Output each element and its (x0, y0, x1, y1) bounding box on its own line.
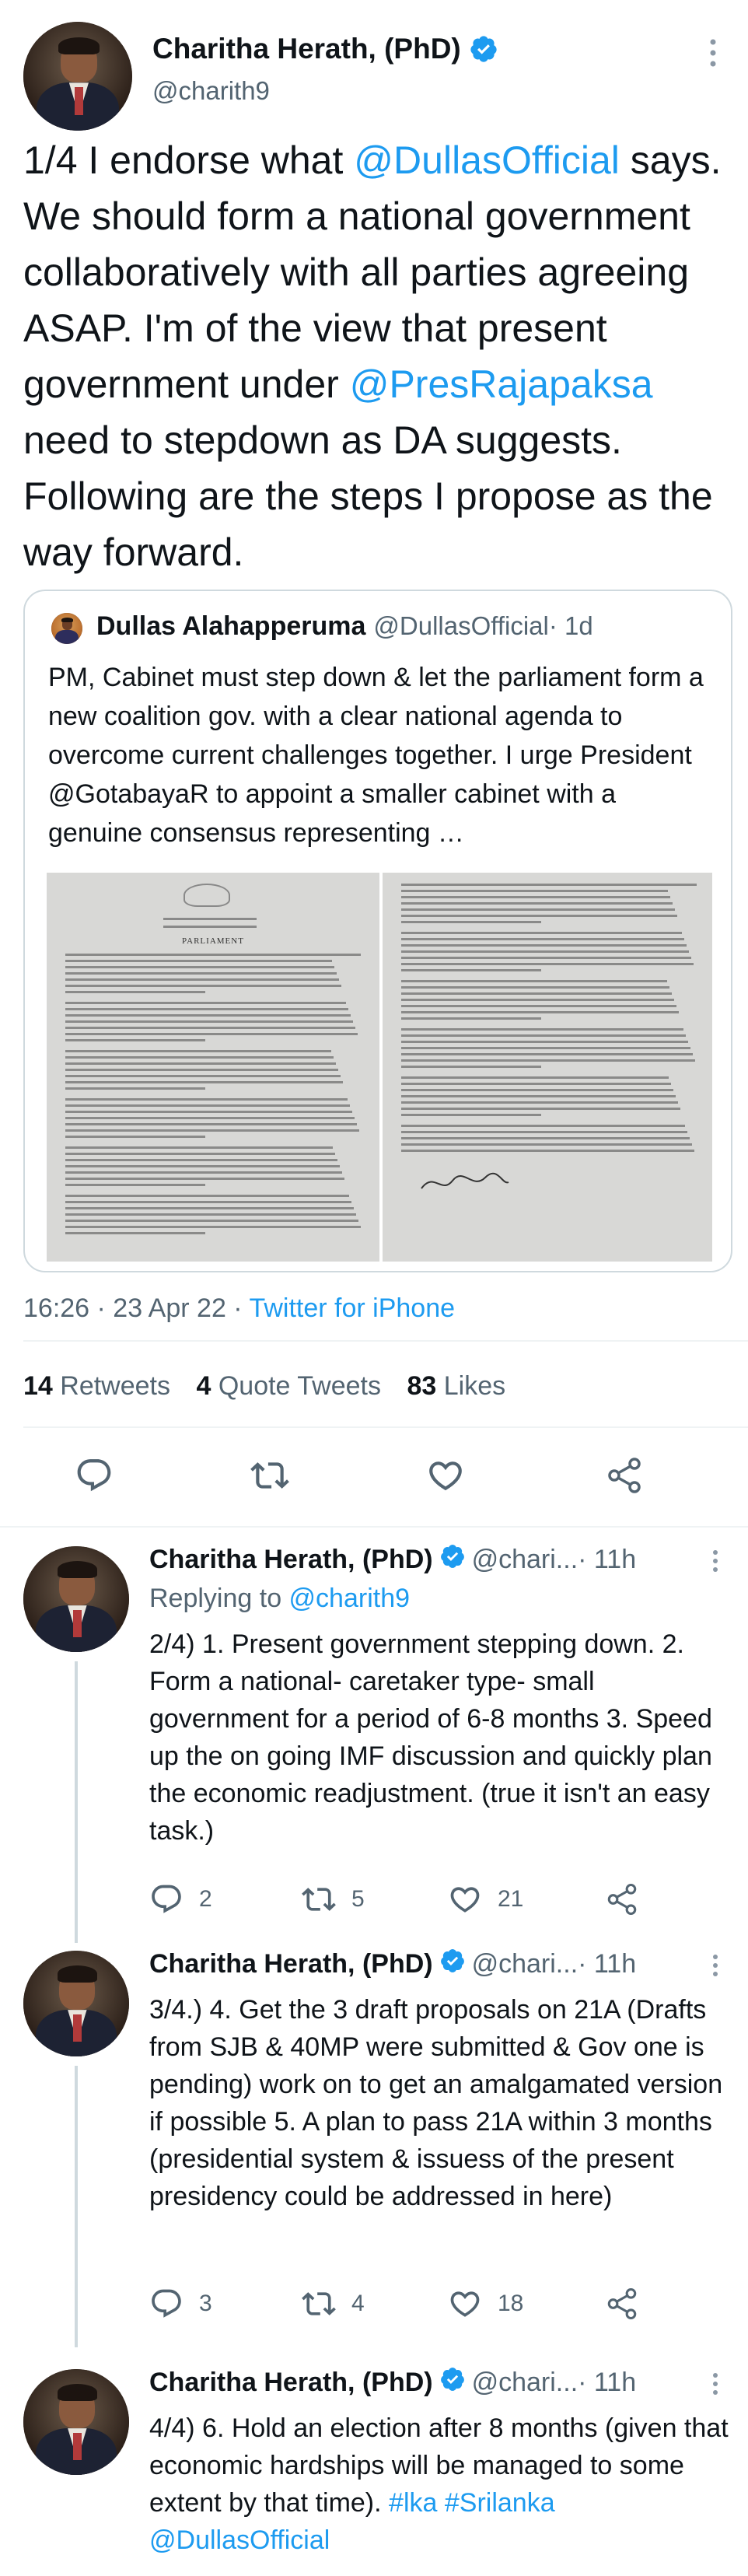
reply-count: 3 (199, 2291, 212, 2316)
document-line (65, 1159, 337, 1161)
document-line (65, 960, 332, 962)
quoted-author-avatar (51, 613, 82, 644)
divider (23, 1426, 748, 1428)
like-count: 21 (498, 1886, 524, 1912)
reply-2-handle[interactable]: @chari... (471, 1949, 578, 1979)
signature-mark (418, 1167, 512, 1198)
document-line (401, 1108, 680, 1110)
verified-badge-icon (439, 1543, 466, 1577)
heart-icon[interactable] (448, 1882, 482, 1916)
quoted-author-handle: @DullasOfficial (373, 611, 549, 640)
more-dots-icon[interactable] (712, 2372, 718, 2399)
quotes-stat[interactable]: 4 Quote Tweets (196, 1371, 381, 1401)
divider (23, 1340, 748, 1342)
document-line (65, 972, 337, 975)
replying-to-link[interactable]: @charith9 (288, 1584, 411, 1613)
timestamp-row (23, 1293, 455, 1324)
main-author-avatar[interactable] (23, 22, 132, 131)
reply-2-avatar[interactable] (23, 1951, 129, 2056)
document-line (65, 1027, 355, 1029)
document-line (401, 1125, 685, 1127)
document-line (401, 1034, 686, 1037)
document-line (65, 1020, 353, 1023)
document-line (401, 1059, 695, 1062)
reply-1-handle[interactable]: @chari... (471, 1545, 578, 1574)
document-line (65, 1129, 359, 1132)
quoted-tweet-text: PM, Cabinet must step down & let the parliament form a new coalition gov. with a clear national agenda to overcome current challenges together. I urge President @GotabayaR to appoint a smaller cabinet with a genuine consensus representing … (48, 663, 704, 848)
document-line (401, 1066, 541, 1068)
document-line (401, 890, 668, 892)
document-line (401, 992, 672, 995)
document-line (401, 963, 694, 965)
tweet-text-segment: says. We should form a national government collaboratively with all parties agreeing ASAP. I'm of the view that present government under (23, 138, 722, 406)
document-line (65, 1050, 331, 1052)
mention-link[interactable]: @DullasOfficial (354, 138, 620, 182)
document-line (401, 1041, 688, 1043)
likes-stat[interactable]: 83 Likes (407, 1371, 506, 1401)
document-line (65, 966, 334, 968)
quoted-document-image-2[interactable] (383, 873, 712, 1262)
reply-3-time[interactable]: · 11h (578, 2368, 637, 2397)
document-line (65, 1008, 348, 1010)
document-line (401, 1076, 669, 1079)
document-line (401, 921, 541, 923)
quoted-time: · 1d (548, 611, 593, 640)
document-line (65, 1087, 205, 1090)
document-line (65, 1220, 358, 1222)
document-line (65, 1033, 358, 1035)
tweet-source-link[interactable]: Twitter for iPhone (249, 1293, 456, 1323)
tweet-text-segment: 4/4) 6. Hold an election after 8 months (given that economic hardships will be managed to some extent by that time). (149, 2413, 729, 2518)
document-line (401, 950, 689, 953)
share-icon[interactable] (605, 1456, 644, 1499)
document-line (401, 1005, 676, 1007)
document-line (65, 1002, 346, 1004)
retweet-icon[interactable] (250, 1456, 289, 1499)
document-line (401, 908, 675, 911)
document-line (401, 902, 673, 905)
document-line (65, 1153, 335, 1155)
reply-2-header (149, 1948, 636, 1981)
mention-link[interactable]: #Srilanka (444, 2488, 555, 2518)
verified-badge-icon (439, 2366, 466, 2399)
reply-1-time[interactable]: · 11h (578, 1545, 637, 1574)
tweet-text-segment: 1/4 I endorse what (23, 138, 355, 182)
document-line (401, 1137, 690, 1139)
reply-3-handle[interactable]: @chari... (471, 2368, 578, 2397)
document-line (65, 1165, 340, 1167)
tweet-timestamp: 16:26 · 23 Apr 22 · (23, 1293, 250, 1323)
retweet-icon[interactable] (302, 2287, 336, 2321)
tweet-text-segment: need to stepdown as DA suggests. Following are the steps I propose as the way forward. (23, 418, 713, 574)
document-line (401, 896, 670, 898)
document-line (65, 1171, 342, 1174)
reply-1-header (149, 1543, 636, 1577)
document-line (65, 991, 205, 993)
document-line (65, 1201, 351, 1203)
document-line (401, 986, 669, 989)
document-line (65, 1213, 356, 1216)
document-line (65, 954, 361, 956)
reply-1-reply-action[interactable] (149, 1882, 212, 1916)
share-icon[interactable] (605, 2287, 639, 2325)
document-line (65, 1178, 344, 1180)
document-line (65, 1123, 357, 1125)
reply-3-avatar[interactable] (23, 2369, 129, 2475)
stats-row (23, 1371, 505, 1402)
reply-1-author-name[interactable]: Charitha Herath, (PhD) (149, 1545, 433, 1574)
reply-icon[interactable] (149, 2287, 184, 2321)
document-line (65, 1062, 336, 1065)
more-dots-icon[interactable] (709, 37, 725, 68)
document-line (401, 1089, 673, 1091)
document-line (65, 1146, 333, 1149)
document-line (65, 1104, 350, 1107)
document-line (65, 1081, 343, 1083)
document-line (65, 1098, 348, 1101)
document-header-text: PARLIAMENT (182, 936, 244, 946)
document-line (401, 1083, 671, 1085)
heart-icon[interactable] (448, 2287, 482, 2321)
document-line (401, 1095, 676, 1097)
main-tweet-text (23, 132, 731, 580)
document-line (65, 1014, 351, 1017)
like-count: 18 (498, 2291, 524, 2316)
reply-2-like-action[interactable] (448, 2287, 523, 2321)
reply-1-text: 2/4) 1. Present government stepping down. 2. Form a national- caretaker type- small government for a period of 6-8 months 3. Speed up the on going IMF discussion and quickly plan the economic readjustment. (true it isn't an easy task.) (149, 1629, 712, 1846)
document-line (401, 1011, 679, 1013)
document-line (401, 915, 677, 917)
document-line (65, 978, 339, 981)
document-line (401, 884, 697, 886)
retweet-icon[interactable] (302, 1882, 336, 1916)
document-line (401, 1143, 692, 1146)
document-line (65, 1226, 361, 1228)
more-dots-icon[interactable] (712, 1549, 718, 1577)
document-line (65, 1195, 349, 1197)
more-dots-icon[interactable] (712, 1954, 718, 1981)
document-line (401, 999, 674, 1001)
document-line (401, 938, 684, 940)
thread-line (75, 2066, 78, 2347)
document-line (65, 1136, 205, 1138)
document-line (401, 1150, 694, 1152)
document-line (65, 1207, 354, 1209)
document-line (401, 1101, 678, 1104)
document-line (401, 969, 541, 971)
document-line (401, 980, 667, 982)
quoted-author-name: Dullas Alahapperuma (96, 611, 366, 641)
document-line (401, 1028, 683, 1031)
mention-link[interactable]: @DullasOfficial (149, 2525, 330, 2555)
document-line (65, 1039, 205, 1041)
mention-link[interactable]: #lka (389, 2488, 438, 2518)
document-line (65, 1232, 205, 1234)
retweet-count: 5 (351, 1886, 365, 1912)
share-icon[interactable] (605, 1882, 639, 1920)
document-line (65, 1069, 338, 1071)
reply-2-author-name[interactable]: Charitha Herath, (PhD) (149, 1949, 433, 1979)
reply-icon[interactable] (149, 1882, 184, 1916)
reply-3-header (149, 2366, 636, 2399)
reply-1-avatar[interactable] (23, 1546, 129, 1652)
document-line (401, 1047, 690, 1049)
document-line (401, 957, 691, 959)
document-line (401, 1017, 541, 1020)
main-author-name[interactable]: Charitha Herath, (PhD) (152, 33, 461, 65)
main-author-handle[interactable]: @charith9 (152, 76, 270, 105)
reply-icon[interactable] (75, 1456, 114, 1499)
reply-2-reply-action[interactable] (149, 2287, 212, 2321)
quoted-tweet-card[interactable] (23, 590, 732, 1272)
reply-2-text: 3/4.) 4. Get the 3 draft proposals on 21A (Drafts from SJB & 40MP were submitted & Gov one is pending) work on to get an amalgamated version if possible 5. A plan to pass 21A within 3 months (presidential system & issuess of the present presidency could be addressed in here) (149, 1995, 723, 2211)
reply-1-replying-to: Replying to @charith9 (149, 1584, 411, 1613)
mention-link[interactable]: @PresRajapaksa (349, 362, 653, 406)
reply-1-retweet-action[interactable] (302, 1882, 365, 1916)
document-line (401, 1131, 687, 1133)
reply-count: 2 (199, 1886, 212, 1912)
document-line (401, 1053, 693, 1055)
retweet-count: 4 (351, 2291, 365, 2316)
document-line (65, 1075, 341, 1077)
document-line (401, 932, 682, 934)
document-line (65, 985, 341, 987)
reply-1-like-action[interactable] (448, 1882, 523, 1916)
main-author-name-row (152, 33, 498, 65)
reply-3-text (149, 2410, 732, 2559)
document-line (65, 1184, 205, 1186)
tweet-text-segment (437, 2488, 444, 2518)
quoted-document-image-1[interactable] (47, 873, 379, 1262)
reply-3-author-name[interactable]: Charitha Herath, (PhD) (149, 2368, 433, 2397)
thread-line (75, 1661, 78, 1943)
document-line (65, 1111, 352, 1113)
document-line (401, 944, 687, 947)
heart-icon[interactable] (426, 1456, 465, 1499)
reply-2-time[interactable]: · 11h (578, 1949, 637, 1979)
verified-badge-icon (469, 34, 498, 64)
reply-2-retweet-action[interactable] (302, 2287, 365, 2321)
verified-badge-icon (439, 1948, 466, 1981)
document-line (65, 1117, 355, 1119)
retweets-stat[interactable]: 14 Retweets (23, 1371, 171, 1401)
document-line (401, 1114, 541, 1116)
divider (0, 1526, 748, 1528)
document-line (65, 1056, 334, 1059)
